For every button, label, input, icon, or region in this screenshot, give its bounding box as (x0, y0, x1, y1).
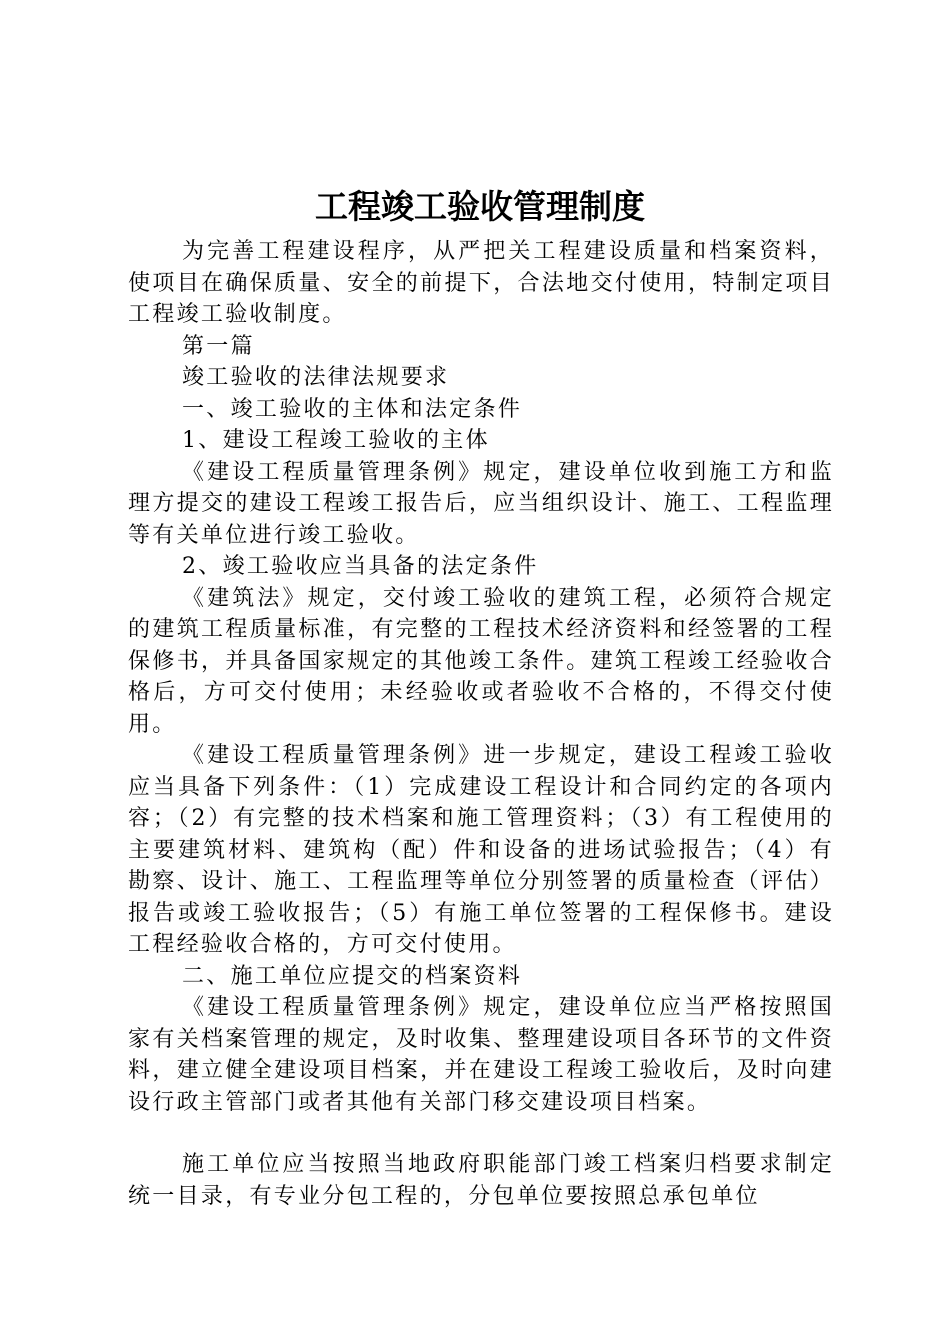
paragraph-quality-regulation: 《建设工程质量管理条例》进一步规定，建设工程竣工验收应当具备下列条件：（1）完成建设工程设计和合同约定的各项内容；（2）有完整的技术档案和施工管理资料；（3）有工程使用的主要建筑材料、建筑构（配）件和设备的进场试验报告；（4）有勘察、设计、施工、工程监理等单位分别签署的质量检查（评估）报告或竣工验收报告；（5）有施工单位签署的工程保修书。建设工程经验收合格的，方可交付使用。 (128, 743, 834, 957)
paragraph-building-law: 《建筑法》规定，交付竣工验收的建筑工程，必须符合规定的建筑工程质量标准，有完整的工程技术经济资料和经签署的工程保修书，并具备国家规定的其他竣工条件。建筑工程竣工经验收合格后，方可交付使用；未经验收或者验收不合格的，不得交付使用。 (128, 585, 834, 737)
subsection-heading-subject: 1、建设工程竣工验收的主体 (182, 428, 490, 453)
document-title: 工程竣工验收管理制度 (315, 187, 645, 226)
section-heading-archive-materials: 二、施工单位应提交的档案资料 (182, 963, 523, 989)
paragraph-subject: 《建设工程质量管理条例》规定，建设单位收到施工方和监理方提交的建设工程竣工报告后，应当组织设计、施工、工程监理等有关单位进行竣工验收。 (128, 459, 834, 548)
paragraph-construction-unit-archive: 施工单位应当按照当地政府职能部门竣工档案归档要求制定统一目录，有专业分包工程的，分包单位要按照总承包单位 (128, 1152, 834, 1209)
document-body (128, 236, 834, 1212)
subsection-heading-conditions: 2、竣工验收应当具备的法定条件 (182, 554, 539, 579)
paragraph-archive-regulation: 《建设工程质量管理条例》规定，建设单位应当严格按照国家有关档案管理的规定，及时收集、整理建设项目各环节的文件资料，建立健全建设项目档案，并在建设工程竣工验收后，及时向建设行政主管部门或者其他有关部门移交建设项目档案。 (128, 995, 834, 1115)
paragraph-intro: 为完善工程建设程序，从严把关工程建设质量和档案资料，使项目在确保质量、安全的前提下，合法地交付使用，特制定项目工程竣工验收制度。 (128, 239, 834, 327)
section-heading-subject-conditions: 一、竣工验收的主体和法定条件 (182, 396, 523, 422)
section-heading-part-one: 第一篇 (182, 333, 255, 359)
section-heading-legal-requirements: 竣工验收的法律法规要求 (182, 365, 450, 390)
